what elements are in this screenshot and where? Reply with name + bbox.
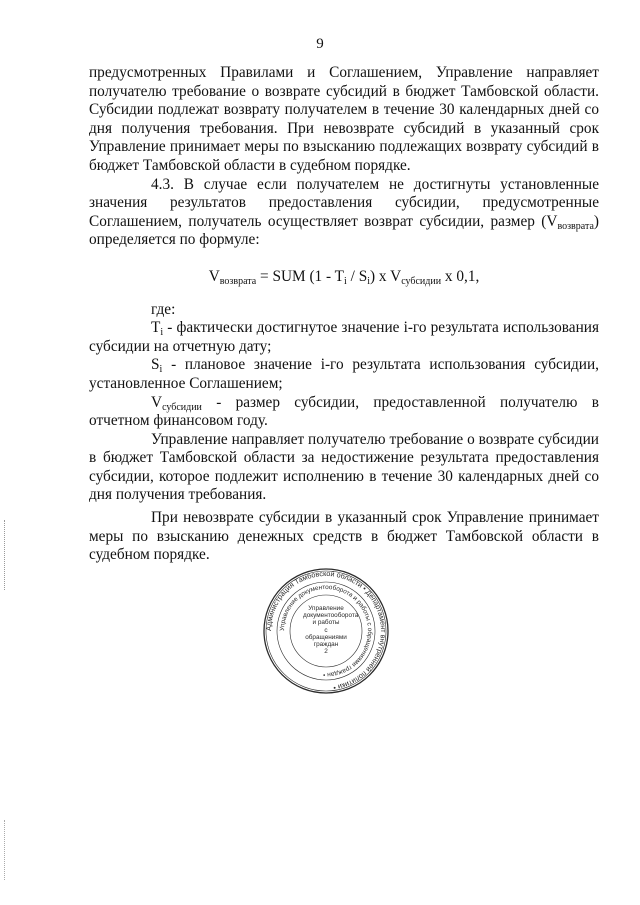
paragraph-enforcement: При невозврате субсидии в указанный срок Управление принимает меры по взысканию денежных средств в бюджет Тамбовской области в судебном порядке. — [89, 509, 599, 564]
paragraph-4-3-text-b: ) определяется по формуле: — [89, 212, 599, 249]
stamp-middle-text: Управление документооборота и работы с обращениями граждан • — [278, 583, 374, 679]
v-symbol: V — [546, 212, 558, 230]
paragraph-4-3-text-a: 4.3. В случае если получателем не достигнуты установленные значения результатов предоставления субсидии, предусмотренные Соглашением, получатель осуществляет возврат субсидии, размер ( — [89, 175, 599, 230]
scan-edge-mark-bottom — [4, 820, 6, 880]
formula: $V_{возврата}$ = SUM $(1 - T_i / S_i)$ x $V_{субсидии}$ x 0,1, — [208, 267, 480, 287]
where-label: где: — [151, 300, 176, 318]
definition-s: $S_i$ - плановое значение i-го результата использования субсидии, установленное Соглашением; — [89, 356, 599, 392]
document-body — [89, 64, 599, 565]
paragraph-continuation: предусмотренных Правилами и Соглашением, Управление направляет получателю требование о возврате субсидий в бюджет Тамбовской области. Субсидии подлежат возврату получателем в течение 30 календарных дней со дня получения требования. При невозврате субсидий в указанный срок Управление принимает меры по взысканию подлежащих возврату субсидий в бюджет Тамбовской области в судебном порядке. — [89, 64, 599, 174]
stamp-inner-text: Управление документооборота и работы с обращениями граждан 2 — [303, 605, 359, 656]
scan-edge-mark — [4, 520, 6, 590]
paragraph-4-3 — [89, 176, 599, 250]
definition-v: $V_{субсидии}$ - размер субсидии, предоставленной получателю в отчетном финансовом году. — [89, 393, 599, 430]
definition-t: $T_i$ - фактически достигнутое значение i-го результата использования субсидии на отчетную дату; — [89, 319, 599, 355]
official-stamp — [262, 567, 390, 695]
stamp-outer-text: Администрация Тамбовской области • Департамент внутренней политики • — [263, 568, 389, 693]
paragraph-requirement: Управление направляет получателю требование о возврате субсидии в бюджет Тамбовской области за недостижение результата предоставления субсидии, которое подлежит исполнению в течение 30 календарных дней со дня получения требования. — [89, 430, 599, 504]
page-number: 9 — [316, 36, 324, 52]
v-subscript: возврата — [557, 220, 594, 232]
